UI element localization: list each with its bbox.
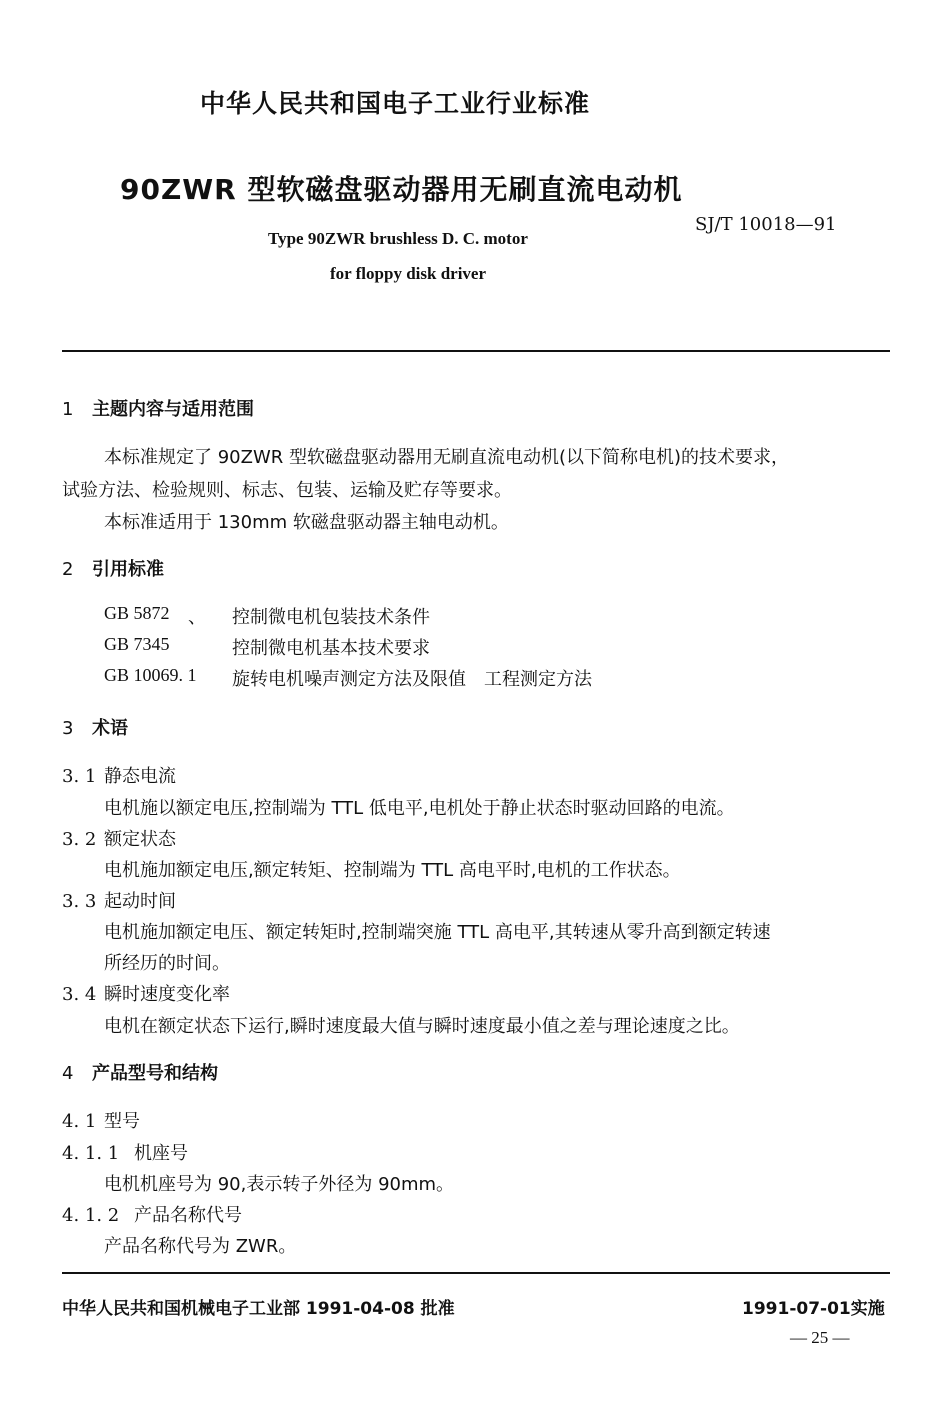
term-title: 起动时间 bbox=[104, 891, 176, 912]
english-title-line-2: for floppy disk driver bbox=[330, 264, 487, 283]
paragraph: 本标准适用于 130mm 软磁盘驱动器主轴电动机。 bbox=[104, 512, 509, 533]
section-title: 主题内容与适用范围 bbox=[92, 399, 254, 420]
subsection-number: 4. 1. 2 bbox=[62, 1205, 120, 1226]
section-number: 1 bbox=[62, 399, 74, 420]
subsection-title: 产品名称代号 bbox=[134, 1205, 242, 1226]
term-title: 额定状态 bbox=[104, 829, 176, 850]
term-number: 3. 1 bbox=[62, 766, 97, 787]
section-3-heading bbox=[62, 714, 128, 740]
section-4-heading bbox=[62, 1059, 218, 1085]
reference-code: GB 7345 bbox=[104, 634, 170, 654]
approval-line bbox=[62, 1294, 455, 1319]
term-definition: 电机施加额定电压,额定转矩、控制端为 TTL 高电平时,电机的工作状态。 bbox=[104, 860, 681, 881]
term-number: 3. 3 bbox=[62, 891, 97, 912]
reference-title: 控制微电机基本技术要求 bbox=[232, 638, 430, 659]
term-heading bbox=[62, 980, 230, 1006]
impl-date: 1991-07-01 bbox=[742, 1299, 851, 1319]
document-title: 90ZWR 型软磁盘驱动器用无刷直流电动机 bbox=[120, 173, 683, 206]
subsection-heading bbox=[62, 1139, 188, 1165]
header-divider bbox=[62, 350, 890, 352]
term-title: 瞬时速度变化率 bbox=[104, 984, 230, 1005]
term-definition: 电机在额定状态下运行,瞬时速度最大值与瞬时速度最小值之差与理论速度之比。 bbox=[104, 1016, 740, 1037]
page-number: — 25 — bbox=[790, 1328, 850, 1347]
reference-code: GB 5872 bbox=[104, 603, 170, 623]
section-2-heading bbox=[62, 555, 164, 581]
approve-date: 1991-04-08 bbox=[305, 1299, 415, 1319]
paragraph-line: 试验方法、检验规则、标志、包装、运输及贮存等要求。 bbox=[62, 480, 512, 501]
reference-title: 控制微电机包装技术条件 bbox=[232, 607, 430, 628]
reference-mark: 、 bbox=[188, 607, 206, 627]
term-heading bbox=[62, 762, 176, 788]
term-definition: 电机施以额定电压,控制端为 TTL 低电平,电机处于静止状态时驱动回路的电流。 bbox=[104, 798, 735, 819]
section-number: 2 bbox=[62, 559, 74, 580]
implementation-line bbox=[742, 1294, 885, 1319]
term-heading bbox=[62, 887, 176, 913]
paragraph: 产品名称代号为 ZWR。 bbox=[104, 1236, 297, 1257]
subsection-heading bbox=[62, 1201, 242, 1227]
reference-title: 旋转电机噪声测定方法及限值 工程测定方法 bbox=[232, 669, 592, 690]
term-definition: 电机施加额定电压、额定转矩时,控制端突施 TTL 高电平,其转速从零升高到额定转速 bbox=[104, 922, 771, 943]
section-title: 引用标准 bbox=[92, 559, 164, 580]
section-1-heading bbox=[62, 395, 254, 421]
term-number: 3. 2 bbox=[62, 829, 97, 850]
footer-divider bbox=[62, 1272, 890, 1274]
term-heading bbox=[62, 825, 176, 851]
english-title-line-1: Type 90ZWR brushless D. C. motor bbox=[268, 229, 528, 248]
subsection-number: 4. 1 bbox=[62, 1111, 97, 1132]
impl-word: 实施 bbox=[850, 1299, 885, 1319]
approve-word: 批准 bbox=[420, 1299, 455, 1319]
paragraph-line: 本标准规定了 90ZWR 型软磁盘驱动器用无刷直流电动机(以下简称电机)的技术要求， bbox=[104, 447, 790, 468]
subsection-title: 机座号 bbox=[134, 1143, 188, 1164]
reference-code: GB 10069. 1 bbox=[104, 665, 197, 685]
section-title: 术语 bbox=[92, 718, 128, 739]
term-title: 静态电流 bbox=[104, 766, 176, 787]
term-definition-continued: 所经历的时间。 bbox=[104, 953, 230, 974]
section-title: 产品型号和结构 bbox=[92, 1063, 218, 1084]
section-number: 3 bbox=[62, 718, 74, 739]
standard-number: SJ/T 10018—91 bbox=[695, 214, 837, 235]
term-number: 3. 4 bbox=[62, 984, 97, 1005]
section-number: 4 bbox=[62, 1063, 74, 1084]
paragraph: 电机机座号为 90,表示转子外径为 90mm。 bbox=[104, 1174, 455, 1195]
subsection-heading bbox=[62, 1107, 140, 1133]
approver: 中华人民共和国机械电子工业部 bbox=[62, 1299, 300, 1319]
subsection-title: 型号 bbox=[104, 1111, 140, 1132]
issuing-organization: 中华人民共和国电子工业行业标准 bbox=[200, 89, 591, 118]
subsection-number: 4. 1. 1 bbox=[62, 1143, 120, 1164]
